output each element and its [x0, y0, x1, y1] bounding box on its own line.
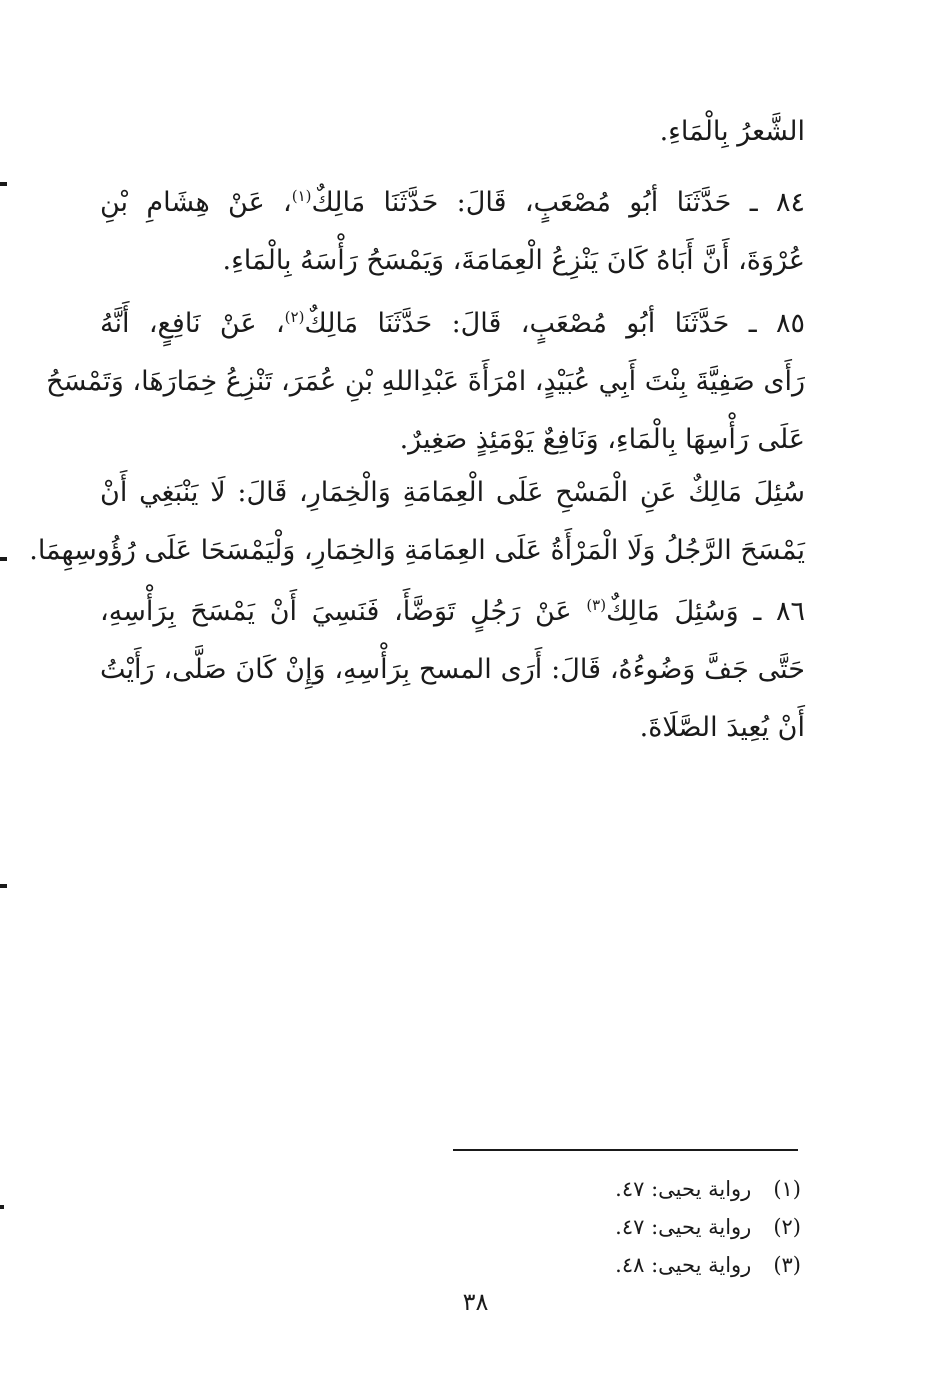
text-line: عُرْوَةَ، أَنَّ أَبَاهُ كَانَ يَنْزِعُ الْعِمَامَةَ، وَيَمْسَحُ رَأْسَهُ بِالْمَاءِ. [222, 245, 805, 276]
text-line [100, 583, 805, 641]
text-segment: ٨٦ ـ وَسُئِلَ مَالِكٌ [606, 596, 805, 627]
footnote-rule [453, 1149, 798, 1151]
footnote-text: رواية يحيى: ٤٧. [615, 1177, 752, 1201]
text-line [100, 295, 805, 353]
margin-mark [0, 884, 7, 888]
margin-mark [0, 1205, 4, 1209]
text-line [100, 174, 805, 232]
text-line: رَأَى صَفِيَّةَ بِنْتَ أَبِي عُبَيْدٍ، امْرَأَةَ عَبْدِاللهِ بْنِ عُمَرَ، تَنْزِعُ خِمَارَهَا، وَتَمْسَحُ [46, 366, 805, 397]
text-segment: ٨٤ ـ حَدَّثَنَا أبُو مُصْعَبٍ، قَالَ: حَدَّثَنَا مَالِكٌ [311, 187, 805, 218]
text-segment: ، عَنْ هِشَامِ بْنِ [100, 187, 292, 218]
footnote-text: رواية يحيى: ٤٧. [615, 1215, 752, 1239]
footnote-item [615, 1208, 801, 1246]
footnote-item [615, 1246, 801, 1284]
hadith-84 [100, 174, 805, 290]
footnote-marker[interactable]: (١) [291, 187, 312, 205]
footnote-item [615, 1170, 801, 1208]
text-segment: ٨٥ ـ حَدَّثَنَا أبُو مُصْعَبٍ، قَالَ: حَدَّثَنَا مَالِكٌ [304, 308, 805, 339]
paragraph-continuation [100, 103, 805, 161]
text-segment: ، عَنْ نَافِعٍ، أَنَّهُ [100, 308, 285, 339]
footnote-number: (٣) [773, 1253, 801, 1277]
hadith-85 [46, 295, 805, 469]
text-line: عَلَى رَأْسِهَا بِالْمَاءِ، وَنَافِعٌ يَوْمَئِذٍ صَغِيرٌ. [399, 424, 805, 455]
footnote-text: رواية يحيى: ٤٨. [615, 1253, 752, 1277]
text-line: أَنْ يُعِيدَ الصَّلَاةَ. [639, 712, 805, 743]
margin-mark [0, 182, 7, 186]
text-segment: عَنْ رَجُلٍ تَوَضَّأَ، فَنَسِيَ أَنْ يَمْسَحَ بِرَأْسِهِ، [100, 596, 587, 627]
text-line: سُئِلَ مَالِكٌ عَنِ الْمَسْحِ عَلَى الْعِمَامَةِ وَالْخِمَارِ، قَالَ: لَا يَنْبَغِي أَنْ [100, 477, 805, 508]
hadith-86 [100, 583, 805, 757]
footnote-marker[interactable]: (٢) [284, 308, 305, 326]
text-line: يَمْسَحَ الرَّجُلُ وَلَا الْمَرْأَةُ عَلَى العِمَامَةِ وَالخِمَارِ، وَلْيَمْسَحَا عَلَى رُؤُوسِهِمَا. [29, 535, 805, 566]
footnote-marker[interactable]: (٣) [586, 596, 607, 614]
text-line: حَتَّى جَفَّ وَضُوءُهُ، قَالَ: أَرَى المسح بِرَأْسِهِ، وَإِنْ كَانَ صَلَّى، رَأَيْتُ [100, 654, 805, 685]
malik-question [29, 464, 805, 580]
footnote-number: (٢) [773, 1215, 801, 1239]
text-line: الشَّعرُ بِالْمَاءِ. [659, 116, 805, 147]
footnote-number: (١) [773, 1177, 801, 1201]
footnotes [615, 1170, 801, 1284]
page-number: ٣٨ [462, 1288, 489, 1316]
margin-mark [0, 557, 7, 561]
